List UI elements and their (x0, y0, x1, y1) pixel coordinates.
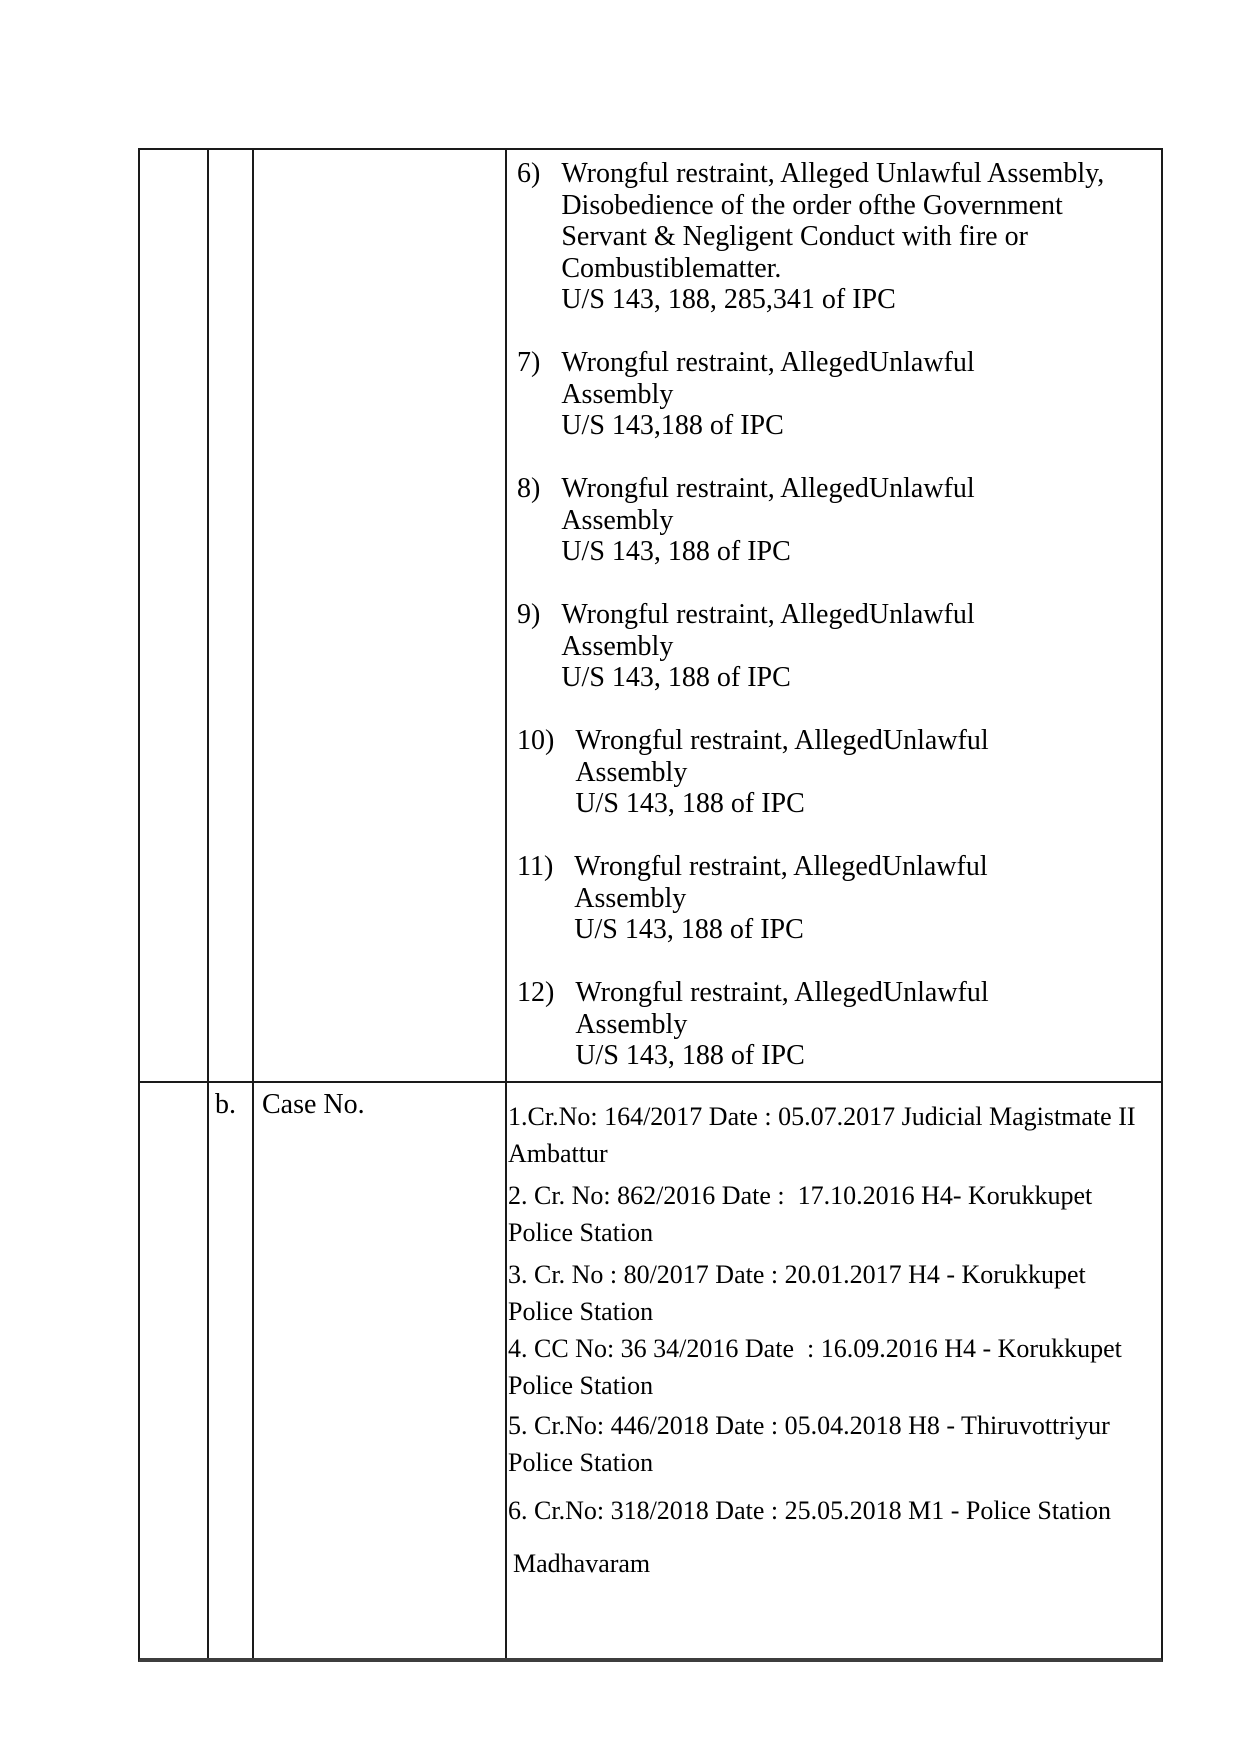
offence-item-number: 10) (517, 725, 555, 756)
case-line: 5. Cr.No: 446/2018 Date : 05.04.2018 H8 - Thiruvottriyur (508, 1411, 1110, 1440)
offence-item (517, 473, 1157, 568)
offence-line: U/S 143, 188 of IPC (561, 662, 791, 693)
case-line: Ambattur (508, 1139, 608, 1168)
case-item (508, 1330, 1163, 1404)
offence-item-number: 11) (517, 851, 554, 882)
offence-item-number: 9) (517, 599, 541, 630)
case-line: Police Station (508, 1297, 654, 1326)
offence-line: Wrongful restraint, AllegedUnlawful (575, 977, 989, 1008)
case-line: 2. Cr. No: 862/2016 Date : 17.10.2016 H4- Korukkupet (508, 1181, 1093, 1210)
offence-item-text (575, 725, 1157, 820)
case-item (508, 1177, 1163, 1251)
case-line: 1.Cr.No: 164/2017 Date : 05.07.2017 Judicial Magistmate II (508, 1102, 1136, 1131)
offence-line: Assembly (575, 756, 688, 788)
offence-item (517, 158, 1157, 316)
offence-item (517, 851, 1157, 946)
offence-item-text (561, 347, 1157, 442)
case-item (508, 1492, 1163, 1582)
case-line: Police Station (508, 1218, 654, 1247)
offence-item-text (574, 851, 1157, 946)
case-line: 3. Cr. No : 80/2017 Date : 20.01.2017 H4 - Korukkupet (508, 1260, 1086, 1289)
offence-item-text (561, 473, 1157, 568)
offence-line: Disobedience of the order ofthe Government (561, 189, 1063, 221)
offence-item-text (561, 158, 1157, 316)
case-line: Police Station (508, 1448, 654, 1477)
offence-line: U/S 143, 188 of IPC (574, 914, 804, 945)
offence-item-number: 7) (517, 347, 541, 378)
case-item (508, 1407, 1163, 1481)
offence-line: Assembly (561, 504, 674, 536)
offence-line: Servant & Negligent Conduct with fire or (561, 221, 1028, 252)
row-serial-label: b. (215, 1089, 236, 1120)
offence-line: Assembly (575, 1008, 688, 1040)
case-line: Madhavaram (513, 1549, 651, 1578)
offence-line: Wrongful restraint, AllegedUnlawful (561, 473, 975, 504)
table-column-divider-1 (207, 150, 209, 1658)
case-numbers-cell (508, 1098, 1163, 1582)
case-line: 6. Cr.No: 318/2018 Date : 25.05.2018 M1 - Police Station (508, 1496, 1112, 1525)
offence-line: Wrongful restraint, AllegedUnlawful (574, 851, 988, 882)
offence-line: Wrongful restraint, AllegedUnlawful (561, 347, 975, 378)
offence-item (517, 599, 1157, 694)
offence-line: Wrongful restraint, AllegedUnlawful (561, 599, 975, 630)
table-column-divider-2 (252, 150, 254, 1658)
case-line: Police Station (508, 1371, 654, 1400)
case-details-table (140, 150, 1161, 1658)
offence-line: U/S 143,188 of IPC (561, 410, 784, 441)
offence-line: U/S 143, 188 of IPC (575, 788, 805, 819)
offence-item (517, 347, 1157, 442)
offence-line: Wrongful restraint, Alleged Unlawful Assembly, (561, 158, 1105, 189)
offence-description-cell (517, 158, 1157, 1103)
offence-line: U/S 143, 188, 285,341 of IPC (561, 284, 896, 315)
offence-line: U/S 143, 188 of IPC (561, 536, 791, 567)
offence-item-text (575, 977, 1157, 1072)
case-no-heading: Case No. (262, 1089, 365, 1120)
offence-item-text (561, 599, 1157, 694)
offence-line: Assembly (574, 882, 687, 914)
offence-item-number: 12) (517, 977, 555, 1008)
offence-item (517, 725, 1157, 820)
offence-item-number: 6) (517, 158, 541, 189)
offence-item-number: 8) (517, 473, 541, 504)
case-item (508, 1256, 1163, 1330)
offence-line: Wrongful restraint, AllegedUnlawful (575, 725, 989, 756)
case-item (508, 1098, 1163, 1172)
offence-line: Assembly (561, 630, 674, 662)
offence-line: Assembly (561, 378, 674, 410)
offence-item (517, 977, 1157, 1072)
table-column-divider-3 (505, 150, 507, 1658)
offence-line: U/S 143, 188 of IPC (575, 1040, 805, 1071)
offence-line: Combustiblematter. (561, 252, 782, 284)
case-line: 4. CC No: 36 34/2016 Date : 16.09.2016 H4 - Korukkupet (508, 1334, 1122, 1363)
